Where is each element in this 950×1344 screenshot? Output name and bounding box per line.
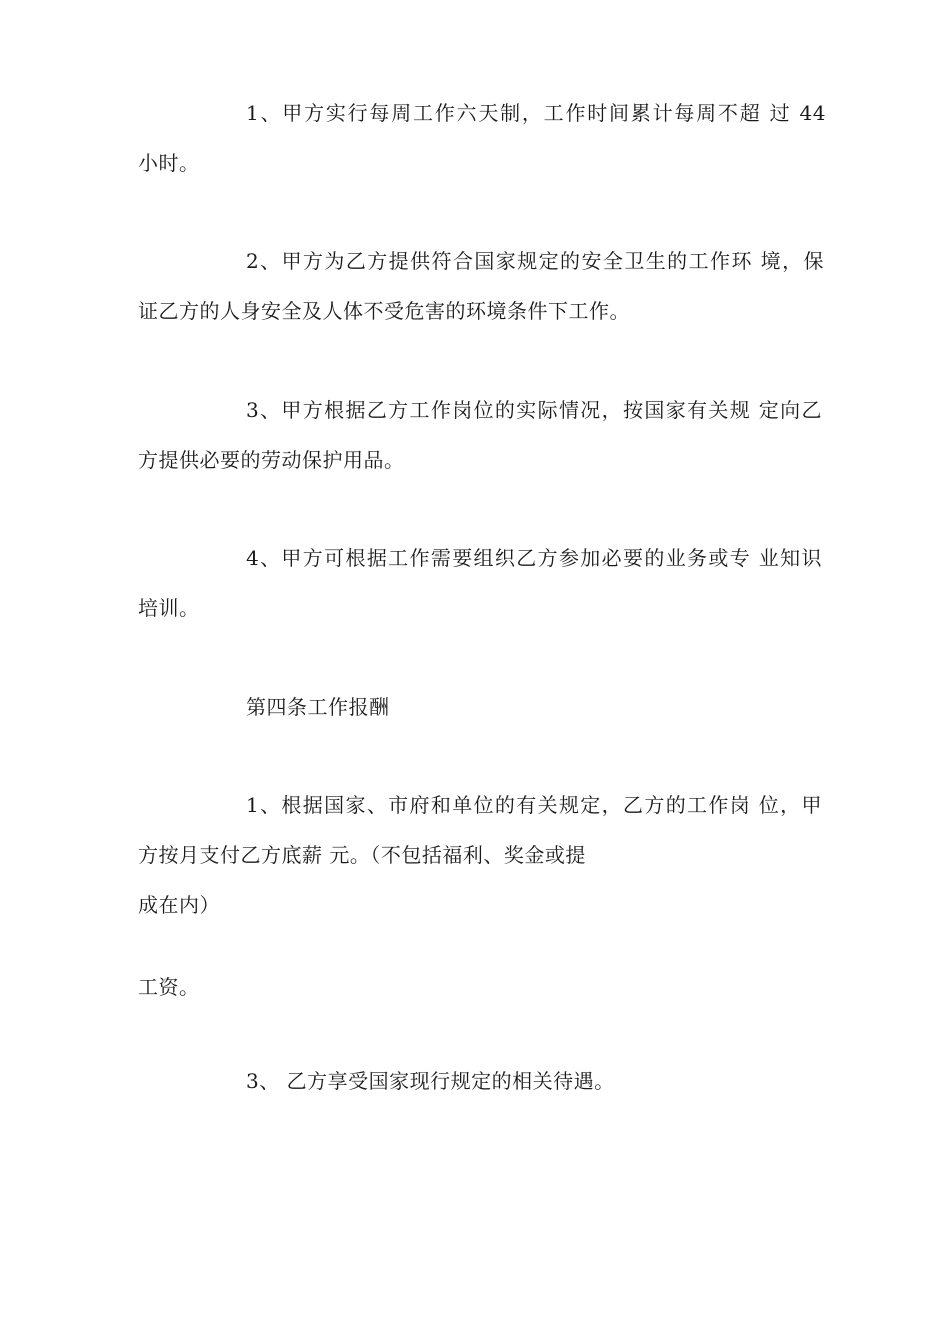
item3-line1: 3、甲方根据乙方工作岗位的实际情况，按国家有关规 定向乙 <box>246 398 822 422</box>
item1-line1: 1、甲方实行每周工作六天制，工作时间累计每周不超 过 44 <box>246 101 826 125</box>
pay1-line3: 成在内） <box>138 893 220 917</box>
pay1-line2: 方按月支付乙方底薪 元。（不包括福利、奖金或提 <box>138 843 586 867</box>
article4-heading: 第四条工作报酬 <box>246 695 390 719</box>
item4-line1: 4、甲方可根据工作需要组织乙方参加必要的业务或专 业知识 <box>246 546 822 570</box>
pay3-line: 3、 乙方享受国家现行规定的相关待遇。 <box>246 1069 615 1093</box>
item1-line2: 小时。 <box>138 151 200 175</box>
pay2-fragment: 工资。 <box>138 975 200 999</box>
item3-line2: 方提供必要的劳动保护用品。 <box>138 448 405 472</box>
pay1-line1: 1、根据国家、市府和单位的有关规定，乙方的工作岗 位，甲 <box>246 793 822 817</box>
item2-line1: 2、甲方为乙方提供符合国家规定的安全卫生的工作环 境，保 <box>246 249 824 273</box>
item4-line2: 培训。 <box>138 596 200 620</box>
item2-line2: 证乙方的人身安全及人体不受危害的环境条件下工作。 <box>138 299 630 323</box>
